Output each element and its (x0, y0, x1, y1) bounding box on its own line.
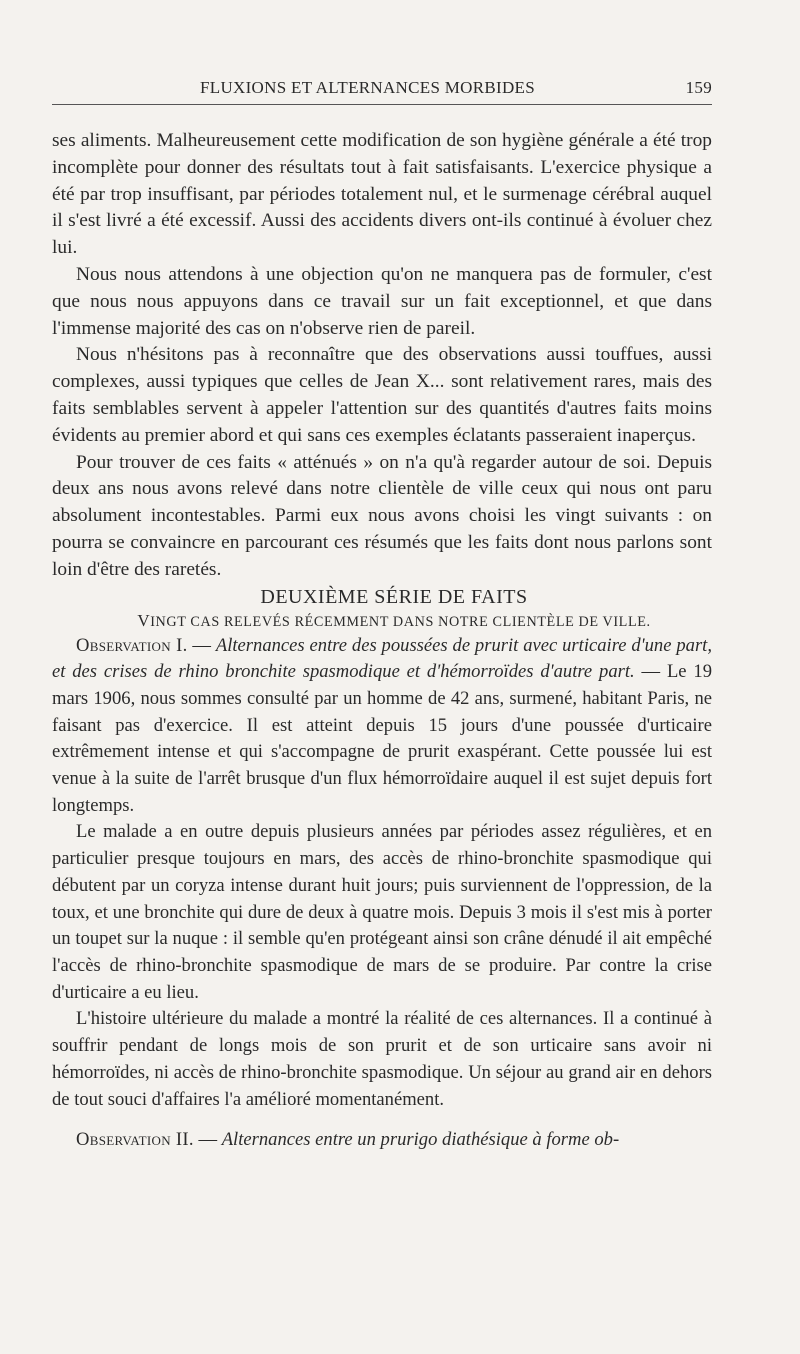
running-title: FLUXIONS ET ALTERNANCES MORBIDES (200, 78, 535, 97)
paragraph: ses aliments. Malheureusement cette modification de son hygiène générale a été trop incomplète pour donner des résultats tout à fait satisfaisants. L'exercice physique a été par trop insuffisant, par périodes totalement nul, et le surmenage cérébral auquel il s'est livré a été excessif. Aussi des accidents divers ont-ils continué à évoluer chez lui. (52, 130, 712, 259)
paragraph: Nous nous attendons à une objection qu'on ne manquera pas de formuler, c'est que nous nous appuyons dans ce travail sur un fait exceptionnel, et que dans l'immense majorité des cas on n'observe rien de pareil. (52, 263, 712, 339)
observation-1-paragraph-2: Le malade a en outre depuis plusieurs années par périodes assez régulières, et en particulier presque toujours en mars, des accès de rhino-bronchite spasmodique qui débutent par un coryza intense durant huit jours; puis surviennent de l'oppression, de la toux, et une bronchite qui dure de deux à quatre mois. Depuis 3 mois il s'est mis à porter un toupet sur la nuque : il semble qu'en protégeant ainsi son crâne dénudé il ait empêché l'accès de rhino-bronchite spasmodique de mars de se produire. Par contre la crise d'urticaire a eu lieu. (52, 821, 712, 1003)
observation-1 (52, 633, 712, 820)
paragraph: Pour trouver de ces faits « atténués » on n'a qu'à regarder autour de soi. Depuis deux ans nous avons relevé dans notre clientèle de ville ceux qui nous ont paru absolument incontestables. Parmi eux nous avons choisi les vingt suivants : on pourra se convaincre en parcourant ces résumés que les faits dont nous parlons sont loin d'être des raretés. (52, 451, 712, 580)
observation-2-title: Alternances entre un prurigo diathésique à forme ob- (221, 1129, 620, 1151)
observation-1-title: Alternances entre des poussées de prurit avec urticaire d'une part, et des crises de rhino bronchite spasmodique et d'hémorroïdes d'autre part. (52, 634, 712, 683)
observation-1-label: Observation I. (76, 634, 188, 656)
observation-2 (52, 1127, 712, 1154)
page-number: 159 (685, 78, 712, 97)
observation-2-label: Observation II. (76, 1129, 194, 1151)
running-header (52, 74, 712, 105)
paragraph: Nous n'hésitons pas à reconnaître que des observations aussi touffues, aussi complexes, aussi typiques que celles de Jean X... sont relativement rares, mais des faits semblables servent à appeler l'attention sur des quantités d'autres faits moins évidents au premier abord et qui sans ces exemples éclatants passeraient inaperçus. (52, 344, 712, 446)
section-subtitle-initial: V (137, 610, 151, 630)
observation-1-text: — Le 19 mars 1906, nous sommes consulté par un homme de 42 ans, surmené, habitant Paris, ne faisant pas d'exercice. Il est atteint depuis 15 jours d'une poussée d'urticaire extrêmement intense et qui s'accompagne de prurit exaspérant. Cette poussée lui est venue à la suite de l'arrêt brusque d'un flux hémorroïdaire auquel il est sujet depuis fort longtemps. (52, 661, 712, 816)
section-subtitle (52, 610, 712, 633)
observation-1-paragraph-3: L'histoire ultérieure du malade a montré la réalité de ces alternances. Il a continué à souffrir pendant de longs mois de son prurit et de son urticaire sans avoir ni hémorroïdes, ni accès de rhino-bronchite spasmodique. Un séjour au grand air en dehors de tout souci d'affaires l'a amélioré momentanément. (52, 1008, 712, 1110)
section-title: DEUXIÈME SÉRIE DE FAITS (260, 585, 528, 608)
body-text (52, 128, 712, 1154)
observation-1-dash: — (187, 634, 216, 656)
section-subtitle-rest: INGT CAS RELEVÉS RÉCEMMENT DANS NOTRE CLIENTÈLE DE VILLE. (150, 613, 651, 630)
observation-2-dash: — (193, 1129, 222, 1151)
